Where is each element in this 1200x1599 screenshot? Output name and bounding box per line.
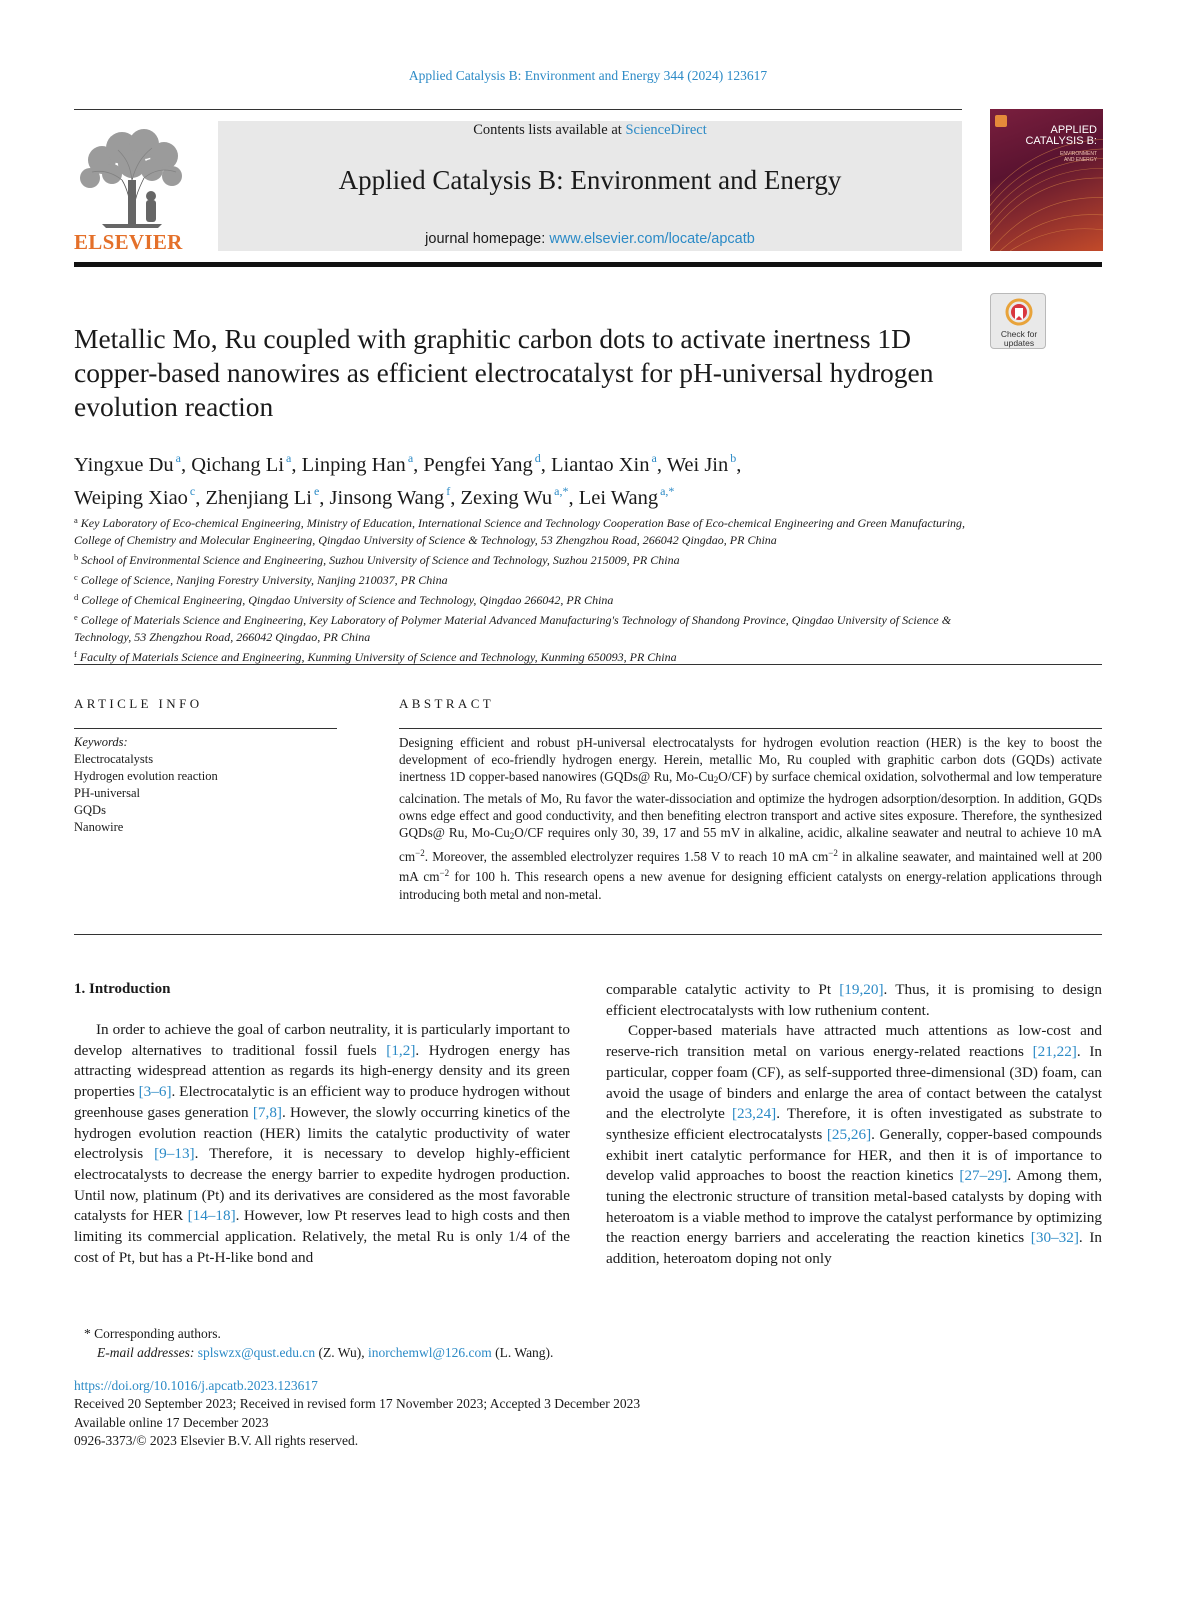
- citation-link[interactable]: [19,20]: [839, 981, 884, 998]
- abstract-part: O/CF requires only 30, 39, 17 and 55 mV in alkaline, acidic, alkaline seawater and neutral to achieve 10 mA cm: [399, 825, 1102, 865]
- check-updates-line2: updates: [1003, 338, 1035, 348]
- cover-title: [1025, 125, 1097, 147]
- email-link-wang[interactable]: inorchemwl@126.com: [368, 1345, 492, 1360]
- keyword-item: PH-universal: [74, 786, 140, 800]
- affiliation-text: College of Materials Science and Engineering, Key Laboratory of Polymer Material Advanced Manufacturing's Technology of Shandong Province, Qingdao University of Science & Technology, 53 Zhengzhou Road, 266042 Qingdao, PR China: [74, 613, 952, 644]
- author-name[interactable]: Qichang Li: [191, 454, 285, 476]
- introduction-heading: 1. Introduction: [74, 981, 171, 997]
- affiliation-text: School of Environmental Science and Engineering, Suzhou University of Science and Technology, Suzhou 215009, PR China: [81, 553, 680, 567]
- keywords-label: Keywords:: [74, 735, 128, 749]
- check-updates-label: [991, 330, 1047, 348]
- citation-link[interactable]: [21,22]: [1032, 1043, 1077, 1061]
- available-online: Available online 17 December 2023: [74, 1414, 269, 1430]
- affiliation-text: College of Chemical Engineering, Qingdao University of Science and Technology, Qingdao 266042, PR China: [81, 593, 614, 607]
- author-affiliation-marker[interactable]: a: [286, 451, 292, 465]
- email-owner-wang: (L. Wang).: [491, 1345, 554, 1360]
- running-head[interactable]: Applied Catalysis B: Environment and Energy 344 (2024) 123617: [408, 68, 768, 83]
- affiliation-key: d: [74, 592, 79, 602]
- author-affiliation-marker[interactable]: f: [446, 484, 451, 498]
- text-run: . However, the slowly occurring kinetics of the hydrogen evolution reaction (HER) limits the catalytic productivity of water electrolysis: [74, 1103, 571, 1163]
- citation-link[interactable]: [30–32]: [1030, 1229, 1079, 1247]
- citation-link[interactable]: [1,2]: [386, 1041, 416, 1059]
- citation-link[interactable]: [3–6]: [138, 1083, 172, 1101]
- check-for-updates-badge[interactable]: [990, 293, 1046, 349]
- citation-link[interactable]: [27–29]: [959, 1167, 1008, 1185]
- abstract-part: in alkaline seawater, and maintained well at 200 mA cm: [399, 849, 1102, 885]
- cover-subtitle: [1060, 151, 1097, 163]
- text-run: . Among them, tuning the electronic structure of transition metal-based catalysts by doping with heteroatom is a viable method to improve the catalyst performance by optimizing the reaction energy barriers and accelerating the reaction kinetics: [606, 1167, 1102, 1247]
- paragraph: [606, 1021, 1102, 1269]
- received-dates: Received 20 September 2023; Received in revised form 17 November 2023; Accepted 3 December 2023: [74, 1396, 641, 1412]
- keyword-item: Electrocatalysts: [74, 752, 154, 766]
- keyword-item: Nanowire: [74, 820, 124, 834]
- abstract-part: Designing efficient and robust pH-universal electrocatalysts for hydrogen evolution reaction (HER) is the key to boost the development of eco-friendly hydrogen energy. Herein, metallic Mo, Ru coupled with graphitic carbon dots (GQDs) activate inertness 1D copper-based nanowires (GQDs@ Ru, Mo-Cu: [399, 735, 1102, 785]
- abstract-part: . Moreover, the assembled electrolyzer requires 1.58 V to reach 10 mA cm: [424, 849, 829, 865]
- homepage-prefix: journal homepage:: [425, 231, 546, 247]
- author-name[interactable]: Wei Jin: [666, 454, 729, 476]
- abstract-text: [399, 734, 1102, 903]
- author-affiliation-marker[interactable]: a: [175, 451, 181, 465]
- paragraph: [74, 1020, 570, 1268]
- email-owner-wu: (Z. Wu),: [315, 1345, 368, 1360]
- citation-link[interactable]: [23,24]: [731, 1105, 777, 1123]
- paragraph: [606, 980, 1102, 1021]
- text-run: . Therefore, it is often investigated as substrate to synthesize efficient electrocatalysts: [606, 1105, 1102, 1143]
- cover-title-line2: CATALYSIS B:: [1025, 135, 1097, 147]
- author-affiliation-marker[interactable]: d: [534, 451, 541, 465]
- abstract-heading: ABSTRACT: [399, 696, 495, 711]
- author-affiliation-marker[interactable]: a: [407, 451, 414, 465]
- keyword-item: Hydrogen evolution reaction: [74, 769, 218, 783]
- citation-link[interactable]: [9–13]: [154, 1145, 195, 1163]
- contents-prefix: Contents lists available at: [473, 122, 622, 138]
- publication-info: [74, 1377, 974, 1450]
- author-name[interactable]: Pengfei Yang: [423, 454, 533, 476]
- check-updates-icon: [1005, 298, 1033, 328]
- sciencedirect-link[interactable]: ScienceDirect: [625, 122, 707, 138]
- text-run: . Generally, copper-based compounds exhibit inert catalytic performance for HER, and then it is of importance to develop valid approaches to boost the reaction kinetics: [606, 1125, 1102, 1185]
- affiliation-text: Key Laboratory of Eco-chemical Engineering, Ministry of Education, International Science and Technology Cooperation Base of Eco-chemical Engineering and Green Manufacturing, College of Chemistry and Molecular Engineering, Qingdao University of Science & Technology, 53 Zhengzhou Road, 266042 Qingdao, PR China: [74, 516, 966, 547]
- author-name[interactable]: Liantao Xin: [550, 454, 650, 476]
- affiliation-rule: [74, 664, 1102, 665]
- affiliation-item: [74, 569, 974, 589]
- author-name[interactable]: Jinsong Wang: [329, 487, 445, 509]
- text-run: . Hydrogen energy has attracting widespread attention as regards its high-energy density and its green properties: [74, 1041, 570, 1101]
- author-name[interactable]: Zexing Wu: [460, 487, 553, 509]
- keywords-block: [74, 734, 334, 836]
- author-affiliation-marker[interactable]: a: [651, 451, 657, 465]
- affiliation-item: [74, 609, 974, 646]
- author-name[interactable]: Linping Han: [301, 454, 406, 476]
- journal-cover[interactable]: [990, 109, 1103, 251]
- abstract-part: for 100 h. This research opens a new avenue for designing efficient catalysts on energy-relation applications through introducing both metal and non-metal.: [399, 869, 1102, 902]
- journal-title: Applied Catalysis B: Environment and Energy: [338, 165, 842, 195]
- cover-subtitle-line1: ENVIRONMENT: [1060, 151, 1097, 157]
- citation-link[interactable]: [14–18]: [187, 1207, 236, 1225]
- text-run: . Electrocatalytic is an efficient way to produce hydrogen without greenhouse gases generation: [74, 1083, 570, 1121]
- doi-link[interactable]: https://doi.org/10.1016/j.apcatb.2023.123617: [74, 1378, 318, 1393]
- text-run: . However, low Pt reserves lead to high costs and then limiting its commercial application. Relatively, the metal Ru is only 1/4 of the cost of Pt, but has a Pt-H-like bond and: [74, 1207, 570, 1266]
- citation-link[interactable]: [7,8]: [252, 1103, 282, 1121]
- homepage-link[interactable]: www.elsevier.com/locate/apcatb: [549, 231, 755, 247]
- abstract-subscript: 2: [509, 831, 515, 842]
- text-run: In order to achieve the goal of carbon neutrality, it is particularly important to develop alternatives to traditional fossil fuels: [74, 1021, 570, 1059]
- text-run: . Therefore, it is necessary to develop highly-efficient electrocatalysts to decrease the energy barrier to expedite hydrogen production. Until now, platinum (Pt) and its derivatives are considered as the most favorable catalysts for HER: [74, 1145, 570, 1225]
- abstract-superscript: −2: [415, 848, 425, 859]
- cover-subtitle-line2: AND ENERGY: [1063, 157, 1097, 163]
- affiliation-key: f: [74, 649, 77, 659]
- email-link-wu[interactable]: splswzx@qust.edu.cn: [197, 1345, 316, 1360]
- author-affiliation-marker[interactable]: a,*: [554, 484, 569, 498]
- text-run: . In particular, copper foam (CF), as self-supported three-dimensional (3D) foam, can avoid the usage of binders and enlarge the area of contact between the catalyst and the electrolyte: [606, 1043, 1102, 1123]
- email-addresses: [74, 1343, 774, 1362]
- affiliation-item: [74, 589, 974, 609]
- cover-publisher-icon: [995, 115, 1007, 127]
- author-affiliation-marker[interactable]: c: [189, 484, 196, 498]
- abstract-subscript: 2: [713, 775, 719, 786]
- body-column-left: [74, 1020, 570, 1268]
- header-rule: [74, 109, 962, 110]
- author-affiliation-marker[interactable]: b: [730, 451, 737, 465]
- article-info-heading: ARTICLE INFO: [74, 696, 203, 711]
- affiliation-key: e: [74, 612, 78, 622]
- citation-link[interactable]: [25,26]: [826, 1125, 872, 1143]
- text-run: comparable catalytic activity to Pt: [606, 981, 840, 998]
- abstract-bottom-rule: [74, 934, 1102, 935]
- author-affiliation-marker[interactable]: a,*: [660, 484, 675, 498]
- author-affiliation-marker[interactable]: e: [313, 484, 320, 498]
- text-run: . In addition, heteroatom doping not only: [606, 1229, 1102, 1268]
- corresponding-authors-note: * Corresponding authors.: [84, 1326, 221, 1341]
- affiliation-key: c: [74, 572, 78, 582]
- body-column-right: [606, 980, 1102, 1270]
- affiliation-list: [74, 512, 974, 666]
- elsevier-wordmark[interactable]: ELSEVIER: [74, 230, 183, 254]
- text-run: . Thus, it is promising to design efficient electrocatalysts with low ruthenium content.: [606, 981, 1102, 1019]
- abstract-rule: [399, 728, 1102, 729]
- author-name[interactable]: Weiping Xiao: [74, 487, 188, 509]
- author-list: Yingxue Du $^a$, Qichang Li $^a$, Linping Han $^a$, Pengfei Yang $^d$, Liantao Xin $^a$, Wei Jin $^b$, Weiping Xiao $^c$, Zhenjiang Li $^e$, Jinsong Wang $^f$, Zexing Wu $^{a,*}$, Lei Wang $^{a,*}$: [74, 451, 742, 509]
- journal-homepage: [218, 231, 962, 247]
- corresponding-footnote: [74, 1324, 774, 1362]
- check-updates-line1: Check for: [1000, 329, 1038, 339]
- affiliation-text: College of Science, Nanjing Forestry University, Nanjing 210037, PR China: [80, 573, 448, 587]
- affiliation-item: [74, 549, 974, 569]
- article-title: Metallic Mo, Ru coupled with graphitic carbon dots to activate inertness 1D copper-based nanowires as efficient electrocatalyst for pH-universal hydrogen evolution reaction: [74, 323, 934, 422]
- affiliation-key: b: [74, 552, 79, 562]
- affiliation-key: a: [74, 515, 78, 525]
- copyright-notice: 0926-3373/© 2023 Elsevier B.V. All rights reserved.: [74, 1432, 359, 1448]
- author-name[interactable]: Lei Wang: [578, 487, 659, 509]
- abstract-part: O/CF) by surface chemical oxidation, solvothermal and low temperature calcination. The metals of Mo, Ru favor the water-dissociation and optimize the hydrogen adsorption/desorption. In addition, GQDs owns edge effect and good conductivity, and then benefiting electron transport and active sites exposure. Therefore, the synthesized GQDs@ Ru, Mo-Cu: [399, 769, 1102, 841]
- abstract-superscript: −2: [439, 868, 450, 879]
- email-label: E-mail addresses:: [97, 1345, 195, 1360]
- article-info-rule: [74, 728, 337, 729]
- text-run: Copper-based materials have attracted much attentions as low-cost and reserve-rich transition metal on various energy-related reactions: [606, 1022, 1102, 1061]
- author-name[interactable]: Yingxue Du: [74, 454, 174, 476]
- affiliation-text: Faculty of Materials Science and Engineering, Kunming University of Science and Technology, Kunming 650093, PR China: [79, 650, 677, 664]
- affiliation-item: [74, 512, 974, 549]
- affiliation-item: [74, 646, 974, 666]
- keyword-item: GQDs: [74, 803, 106, 817]
- abstract-superscript: −2: [828, 848, 838, 859]
- author-name[interactable]: Zhenjiang Li: [205, 487, 312, 509]
- cover-title-line1: APPLIED: [1050, 124, 1097, 136]
- masthead-rule: [74, 262, 1102, 267]
